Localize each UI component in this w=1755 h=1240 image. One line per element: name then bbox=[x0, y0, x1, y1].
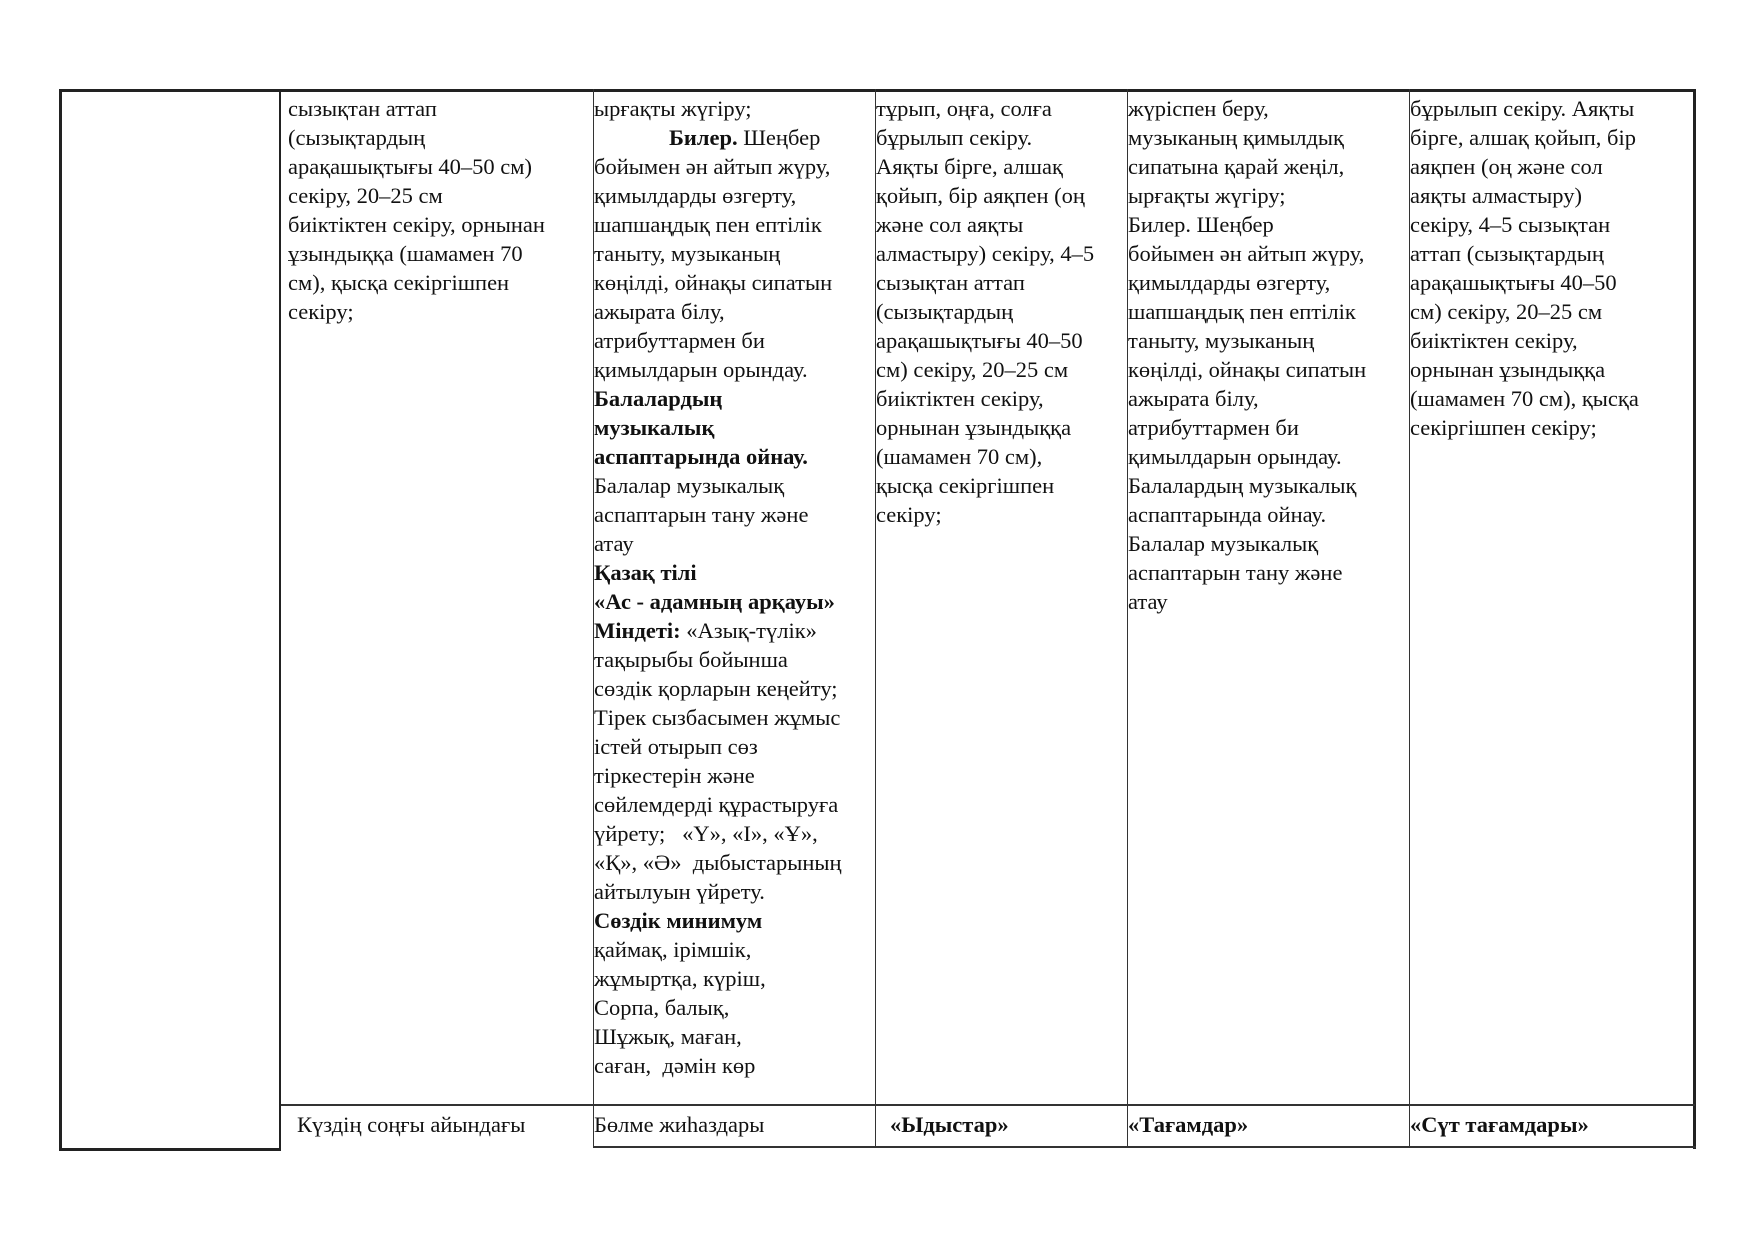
cell-col4-content bbox=[1128, 94, 1408, 616]
text-line: секіру, 20–25 см bbox=[288, 183, 443, 208]
text-line: (шамамен 70 см), қысқа bbox=[1410, 386, 1639, 411]
text-line: жұмыртқа, күріш, bbox=[594, 966, 766, 991]
text-line: бірге, алшақ қойып, бір bbox=[1410, 125, 1636, 150]
topic-heading: «Ас - адамның арқауы» bbox=[594, 589, 835, 614]
text-line: биіктіктен секіру, bbox=[1410, 328, 1578, 353]
text-line: сызықтан аттап bbox=[876, 270, 1025, 295]
text-line: көңілді, ойнақы сипатын bbox=[1128, 357, 1367, 382]
text-line: сипатына қарай жеңіл, bbox=[1128, 154, 1345, 179]
text-line: сөйлемдерді құрастыруға bbox=[594, 792, 839, 817]
text-line: қаймақ, ірімшік, bbox=[594, 937, 752, 962]
cell-col3-content bbox=[876, 94, 1126, 529]
text-line: ырғақты жүгіру; bbox=[1128, 183, 1286, 208]
text-line: Аяқты бірге, алшақ bbox=[876, 154, 1063, 179]
subject-heading: Қазақ тілі bbox=[594, 560, 697, 585]
bottom-cell-col4 bbox=[1128, 1110, 1408, 1139]
text-line: бұрылып секіру. bbox=[876, 125, 1033, 150]
text-line: сызықтан аттап bbox=[288, 96, 437, 121]
topic-label: «Тағамдар» bbox=[1128, 1112, 1249, 1137]
topic-label: «Сүт тағамдары» bbox=[1410, 1112, 1589, 1137]
text-line: (сызықтардың bbox=[876, 299, 1014, 324]
text-line: бойымен ән айтып жүру, bbox=[1128, 241, 1365, 266]
text-line: биіктіктен секіру, орнынан bbox=[288, 212, 545, 237]
text-line: секіру; bbox=[288, 299, 354, 324]
text-line: және сол аяқты bbox=[876, 212, 1024, 237]
text-line: қимылдарын орындау. bbox=[1128, 444, 1342, 469]
text-line: биіктіктен секіру, bbox=[876, 386, 1044, 411]
text-line: орнынан ұзындыққа bbox=[876, 415, 1072, 440]
text-line: ажырата білу, bbox=[594, 299, 725, 324]
text-line: қойып, бір аяқпен (оң bbox=[876, 183, 1085, 208]
text-line: қимылдарын орындау. bbox=[594, 357, 808, 382]
dance-heading-line bbox=[594, 123, 874, 152]
topic-label: Бөлме жиһаздары bbox=[594, 1112, 765, 1137]
text-line: таныту, музыканың bbox=[1128, 328, 1315, 353]
bottom-cell-col1 bbox=[297, 1110, 587, 1139]
text-line: атрибуттармен би bbox=[594, 328, 765, 353]
text-line: Шұжық, маған, bbox=[594, 1024, 742, 1049]
text-line: Сорпа, балық, bbox=[594, 995, 730, 1020]
table-bottom-border bbox=[593, 1146, 1696, 1148]
dance-title: Билер. bbox=[669, 125, 738, 150]
text-line: «Қ», «Ә» дыбыстарының bbox=[594, 850, 842, 875]
text-line: таныту, музыканың bbox=[594, 241, 781, 266]
bold-line: музыкалық bbox=[594, 415, 715, 440]
text-line: см) секіру, 20–25 см bbox=[1410, 299, 1603, 324]
text-line: аттап (сызықтардың bbox=[1410, 241, 1604, 266]
text-line: ұзындыққа (шамамен 70 bbox=[288, 241, 523, 266]
cell-col2-content bbox=[594, 94, 874, 1080]
text-line: істей отырып сөз bbox=[594, 734, 758, 759]
text-line: тақырыбы бойынша bbox=[594, 647, 788, 672]
text-line: тіркестерін және bbox=[594, 763, 755, 788]
text-line: Балалар музыкалық bbox=[1128, 531, 1319, 556]
text-line: орнынан ұзындыққа bbox=[1410, 357, 1606, 382]
bold-line: Балалардың bbox=[594, 386, 723, 411]
column-divider-1 bbox=[279, 89, 281, 1151]
text-line: айтылуын үйрету. bbox=[594, 879, 765, 904]
text-line: қысқа секіргішпен bbox=[876, 473, 1055, 498]
text-line: (шамамен 70 см), bbox=[876, 444, 1043, 469]
text-line: см), қысқа секіргішпен bbox=[288, 270, 510, 295]
table-bottom-left-border bbox=[59, 1148, 281, 1151]
text-line: арақашықтығы 40–50 см) bbox=[288, 154, 533, 179]
text-line: ырғақты жүгіру; bbox=[594, 96, 752, 121]
topic-label: «Ыдыстар» bbox=[890, 1112, 1009, 1137]
text-line: қимылдарды өзгерту, bbox=[1128, 270, 1331, 295]
bottom-cell-col3 bbox=[890, 1110, 1126, 1139]
text-line: (сызықтардың bbox=[288, 125, 426, 150]
text-line: арақашықтығы 40–50 bbox=[1410, 270, 1617, 295]
dance-rest: Шеңбер bbox=[737, 125, 821, 150]
text-line: атау bbox=[1128, 589, 1168, 614]
text-line: ажырата білу, bbox=[1128, 386, 1259, 411]
table-left-border bbox=[59, 89, 62, 1151]
text-line: Балалар музыкалық bbox=[594, 473, 785, 498]
text-line: шапшаңдық пен ептілік bbox=[1128, 299, 1356, 324]
text-line: арақашықтығы 40–50 bbox=[876, 328, 1083, 353]
text-line: атрибуттармен би bbox=[1128, 415, 1299, 440]
bottom-cell-col2 bbox=[594, 1110, 874, 1139]
bottom-cell-col5 bbox=[1410, 1110, 1692, 1139]
text-line: секіру; bbox=[876, 502, 942, 527]
vocab-heading: Сөздік минимум bbox=[594, 908, 763, 933]
table-right-border bbox=[1693, 89, 1696, 1149]
text-line: сөздік қорларын кеңейту; bbox=[594, 676, 838, 701]
text-line: саған, дәмін көр bbox=[594, 1053, 756, 1078]
task-line bbox=[594, 616, 874, 645]
task-rest: «Азық-түлік» bbox=[680, 618, 817, 643]
task-label: Міндеті: bbox=[594, 618, 681, 643]
text-line: шапшаңдық пен ептілік bbox=[594, 212, 822, 237]
text-line: см) секіру, 20–25 см bbox=[876, 357, 1069, 382]
text-line: жүріспен беру, bbox=[1128, 96, 1269, 121]
table-top-border bbox=[59, 89, 1696, 92]
text-line: аяқты алмастыру) bbox=[1410, 183, 1582, 208]
text-line: бұрылып секіру. Аяқты bbox=[1410, 96, 1635, 121]
text-line: атау bbox=[594, 531, 634, 556]
text-line: Балалардың музыкалық bbox=[1128, 473, 1357, 498]
bold-line: аспаптарында ойнау. bbox=[594, 444, 808, 469]
text-line: тұрып, оңға, солға bbox=[876, 96, 1052, 121]
text-line: Билер. Шеңбер bbox=[1128, 212, 1274, 237]
text-line: аспаптарын тану және bbox=[1128, 560, 1343, 585]
bottom-row-top-divider bbox=[281, 1104, 1695, 1106]
cell-col1-content bbox=[288, 94, 588, 326]
text-line: Тірек сызбасымен жұмыс bbox=[594, 705, 841, 730]
text-line: аяқпен (оң және сол bbox=[1410, 154, 1603, 179]
text-line: аспаптарын тану және bbox=[594, 502, 809, 527]
text-line: көңілді, ойнақы сипатын bbox=[594, 270, 833, 295]
text-line: қимылдарды өзгерту, bbox=[594, 183, 797, 208]
month-label: Күздің соңғы айындағы bbox=[297, 1112, 526, 1137]
text-line: музыканың қимылдық bbox=[1128, 125, 1344, 150]
text-line: алмастыру) секіру, 4–5 bbox=[876, 241, 1095, 266]
text-line: секіру, 4–5 сызықтан bbox=[1410, 212, 1611, 237]
text-line: үйрету; «Ү», «І», «Ұ», bbox=[594, 821, 818, 846]
text-line: бойымен ән айтып жүру, bbox=[594, 154, 831, 179]
text-line: секіргішпен секіру; bbox=[1410, 415, 1597, 440]
text-line: аспаптарында ойнау. bbox=[1128, 502, 1327, 527]
cell-col5-content bbox=[1410, 94, 1692, 442]
